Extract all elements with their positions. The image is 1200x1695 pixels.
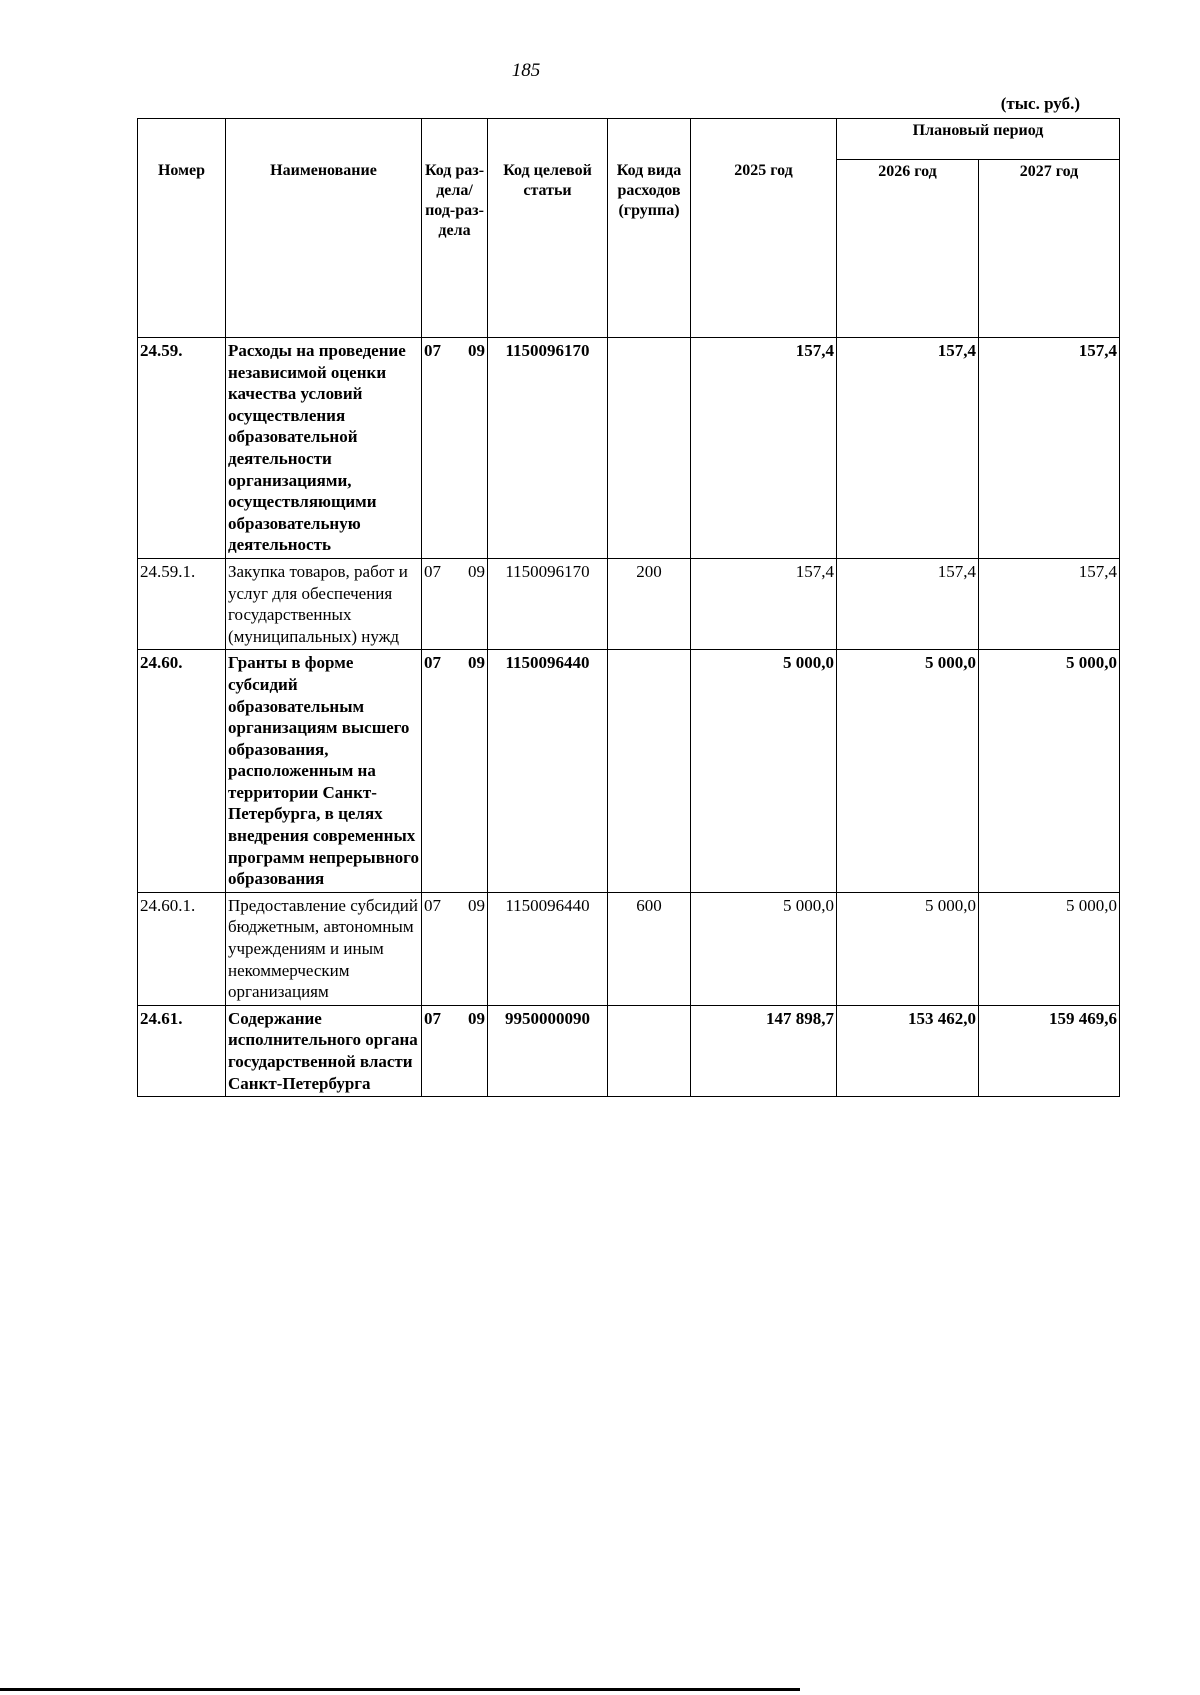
row-target-code: 1150096170	[488, 558, 608, 649]
row-expense-type	[608, 338, 691, 559]
row-expense-type: 600	[608, 892, 691, 1005]
row-expense-type: 200	[608, 558, 691, 649]
table-row	[138, 892, 1120, 1005]
row-amount-2025: 157,4	[691, 558, 837, 649]
row-number: 24.60.1.	[138, 892, 226, 1005]
header-target-code: Код целевой статьи	[488, 119, 608, 338]
header-section-code: Код раз-дела/ под-раз-дела	[422, 119, 488, 338]
row-number: 24.60.	[138, 650, 226, 893]
header-year-2025: 2025 год	[691, 119, 837, 338]
header-year-2026: 2026 год	[837, 160, 979, 338]
row-expense-type	[608, 1005, 691, 1096]
budget-table	[137, 118, 1120, 1097]
row-amount-2027: 5 000,0	[979, 892, 1120, 1005]
row-amount-2026: 5 000,0	[837, 650, 979, 893]
row-amount-2026: 153 462,0	[837, 1005, 979, 1096]
header-planning-period: Плановый период	[837, 119, 1120, 160]
row-amount-2025: 147 898,7	[691, 1005, 837, 1096]
header-expense-type-code: Код вида расходов (группа)	[608, 119, 691, 338]
header-name: Наименование	[226, 119, 422, 338]
row-amount-2026: 157,4	[837, 338, 979, 559]
row-amount-2027: 157,4	[979, 558, 1120, 649]
row-name: Гранты в форме субсидий образовательным организациям высшего образования, расположенным на территории Санкт-Петербурга, в целях внедрения современных программ непрерывного образования	[226, 650, 422, 893]
row-name: Закупка товаров, работ и услуг для обеспечения государственных (муниципальных) нужд	[226, 558, 422, 649]
table-row	[138, 558, 1120, 649]
header-number: Номер	[138, 119, 226, 338]
row-amount-2027: 5 000,0	[979, 650, 1120, 893]
table-row	[138, 1005, 1120, 1096]
row-section-code: 07 09	[422, 892, 488, 1005]
row-number: 24.59.	[138, 338, 226, 559]
row-target-code: 1150096170	[488, 338, 608, 559]
row-number: 24.61.	[138, 1005, 226, 1096]
bottom-scan-rule	[0, 1688, 800, 1691]
row-name: Предоставление субсидий бюджетным, автономным учреждениям и иным некоммерческим организациям	[226, 892, 422, 1005]
row-section-code: 07 09	[422, 338, 488, 559]
row-amount-2025: 157,4	[691, 338, 837, 559]
units-label: (тыс. руб.)	[1000, 94, 1080, 113]
page-number: 185	[511, 60, 541, 81]
row-section-code: 07 09	[422, 1005, 488, 1096]
row-name: Содержание исполнительного органа государственной власти Санкт-Петербурга	[226, 1005, 422, 1096]
row-name: Расходы на проведение независимой оценки качества условий осуществления образовательной деятельности организациями, осуществляющими образовательную деятельность	[226, 338, 422, 559]
row-amount-2027: 159 469,6	[979, 1005, 1120, 1096]
row-expense-type	[608, 650, 691, 893]
row-amount-2025: 5 000,0	[691, 650, 837, 893]
row-amount-2027: 157,4	[979, 338, 1120, 559]
row-target-code: 1150096440	[488, 892, 608, 1005]
table-row	[138, 338, 1120, 559]
row-section-code: 07 09	[422, 558, 488, 649]
row-amount-2026: 5 000,0	[837, 892, 979, 1005]
row-amount-2026: 157,4	[837, 558, 979, 649]
header-year-2027: 2027 год	[979, 160, 1120, 338]
table-row	[138, 650, 1120, 893]
row-number: 24.59.1.	[138, 558, 226, 649]
row-target-code: 9950000090	[488, 1005, 608, 1096]
row-section-code: 07 09	[422, 650, 488, 893]
row-target-code: 1150096440	[488, 650, 608, 893]
row-amount-2025: 5 000,0	[691, 892, 837, 1005]
